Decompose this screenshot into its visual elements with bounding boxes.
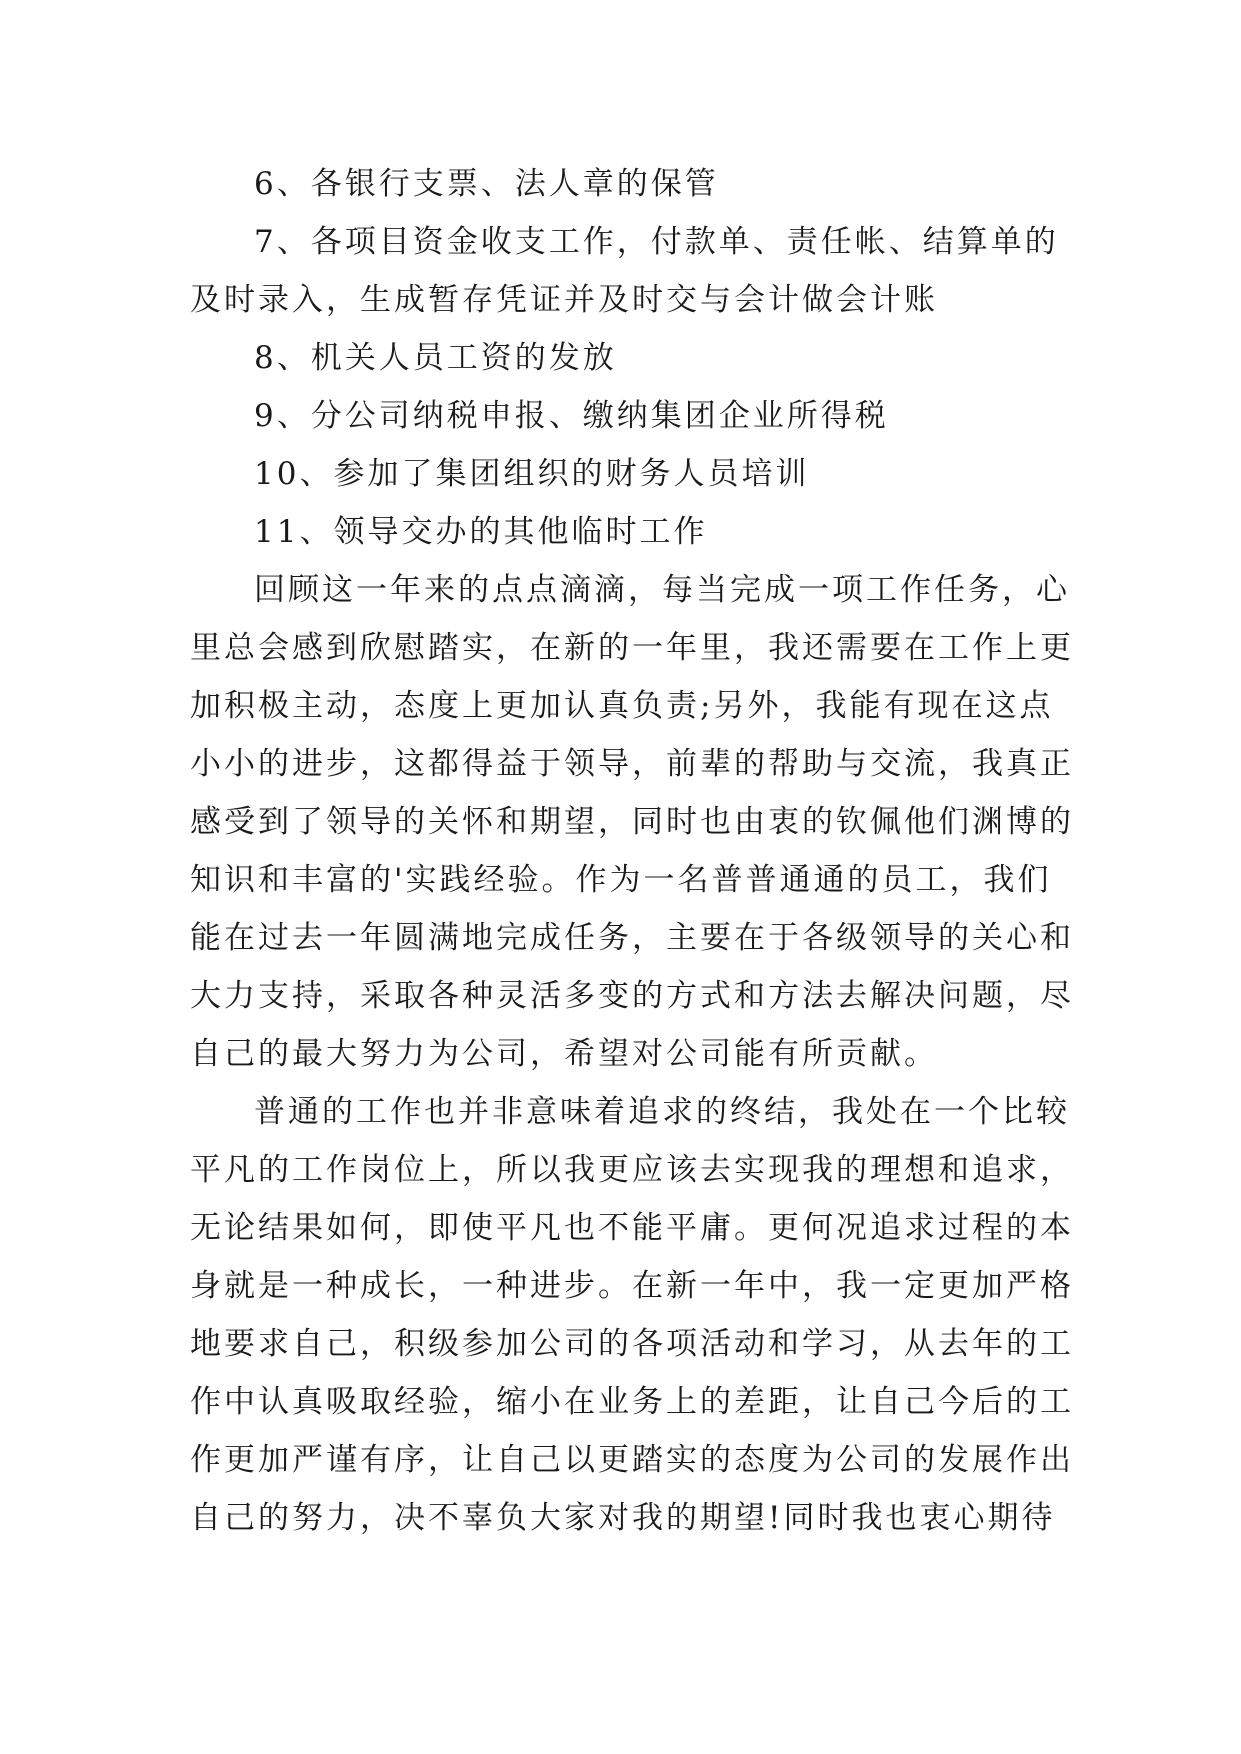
paragraph-2-line-1: 普通的工作也并非意味着追求的终结，我处在一个比较 [254,1094,1070,1130]
paragraph-1-line-7: 能在过去一年圆满地完成任务，主要在于各级领导的关心和 [190,920,1074,956]
paragraph-1-line-3: 加积极主动，态度上更加认真负责;另外，我能有现在这点 [190,688,1054,724]
list-item-9: 9、分公司纳税申报、缴纳集团企业所得税 [254,398,889,434]
paragraph-2-line-7: 作更加严谨有序，让自己以更踏实的态度为公司的发展作出 [190,1442,1074,1478]
paragraph-2-line-8: 自己的努力，决不辜负大家对我的期望!同时我也衷心期待 [190,1500,1056,1536]
paragraph-1-line-5: 感受到了领导的关怀和期望，同时也由衷的钦佩他们渊博的 [190,804,1074,840]
list-item-7-line-1: 7、各项目资金收支工作，付款单、责任帐、结算单的 [254,224,1059,260]
paragraph-2-line-5: 地要求自己，积级参加公司的各项活动和学习，从去年的工 [190,1326,1074,1362]
list-item-8: 8、机关人员工资的发放 [254,340,617,376]
list-item-11: 11、领导交办的其他临时工作 [254,514,708,550]
paragraph-1-line-8: 大力支持，采取各种灵活多变的方式和方法去解决问题，尽 [190,978,1074,1014]
document-body [190,155,1074,1547]
paragraph-2-line-6: 作中认真吸取经验，缩小在业务上的差距，让自己今后的工 [190,1384,1074,1420]
paragraph-1-line-4: 小小的进步，这都得益于领导，前辈的帮助与交流，我真正 [190,746,1074,782]
list-item-7-line-2: 及时录入，生成暂存凭证并及时交与会计做会计账 [190,282,938,318]
paragraph-1-line-6: 知识和丰富的'实践经验。作为一名普普通通的员工，我们 [190,862,1052,898]
list-item-6: 6、各银行支票、法人章的保管 [254,166,719,202]
paragraph-2-line-2: 平凡的工作岗位上，所以我更应该去实现我的理想和追求， [190,1152,1074,1188]
paragraph-1-line-2: 里总会感到欣慰踏实，在新的一年里，我还需要在工作上更 [190,630,1074,666]
paragraph-2-line-4: 身就是一种成长，一种进步。在新一年中，我一定更加严格 [190,1268,1074,1304]
list-item-10: 10、参加了集团组织的财务人员培训 [254,456,810,492]
paragraph-1-line-1: 回顾这一年来的点点滴滴，每当完成一项工作任务，心 [254,572,1070,608]
paragraph-2-line-3: 无论结果如何，即使平凡也不能平庸。更何况追求过程的本 [190,1210,1074,1246]
paragraph-1-line-9: 自己的最大努力为公司，希望对公司能有所贡献。 [190,1036,938,1072]
